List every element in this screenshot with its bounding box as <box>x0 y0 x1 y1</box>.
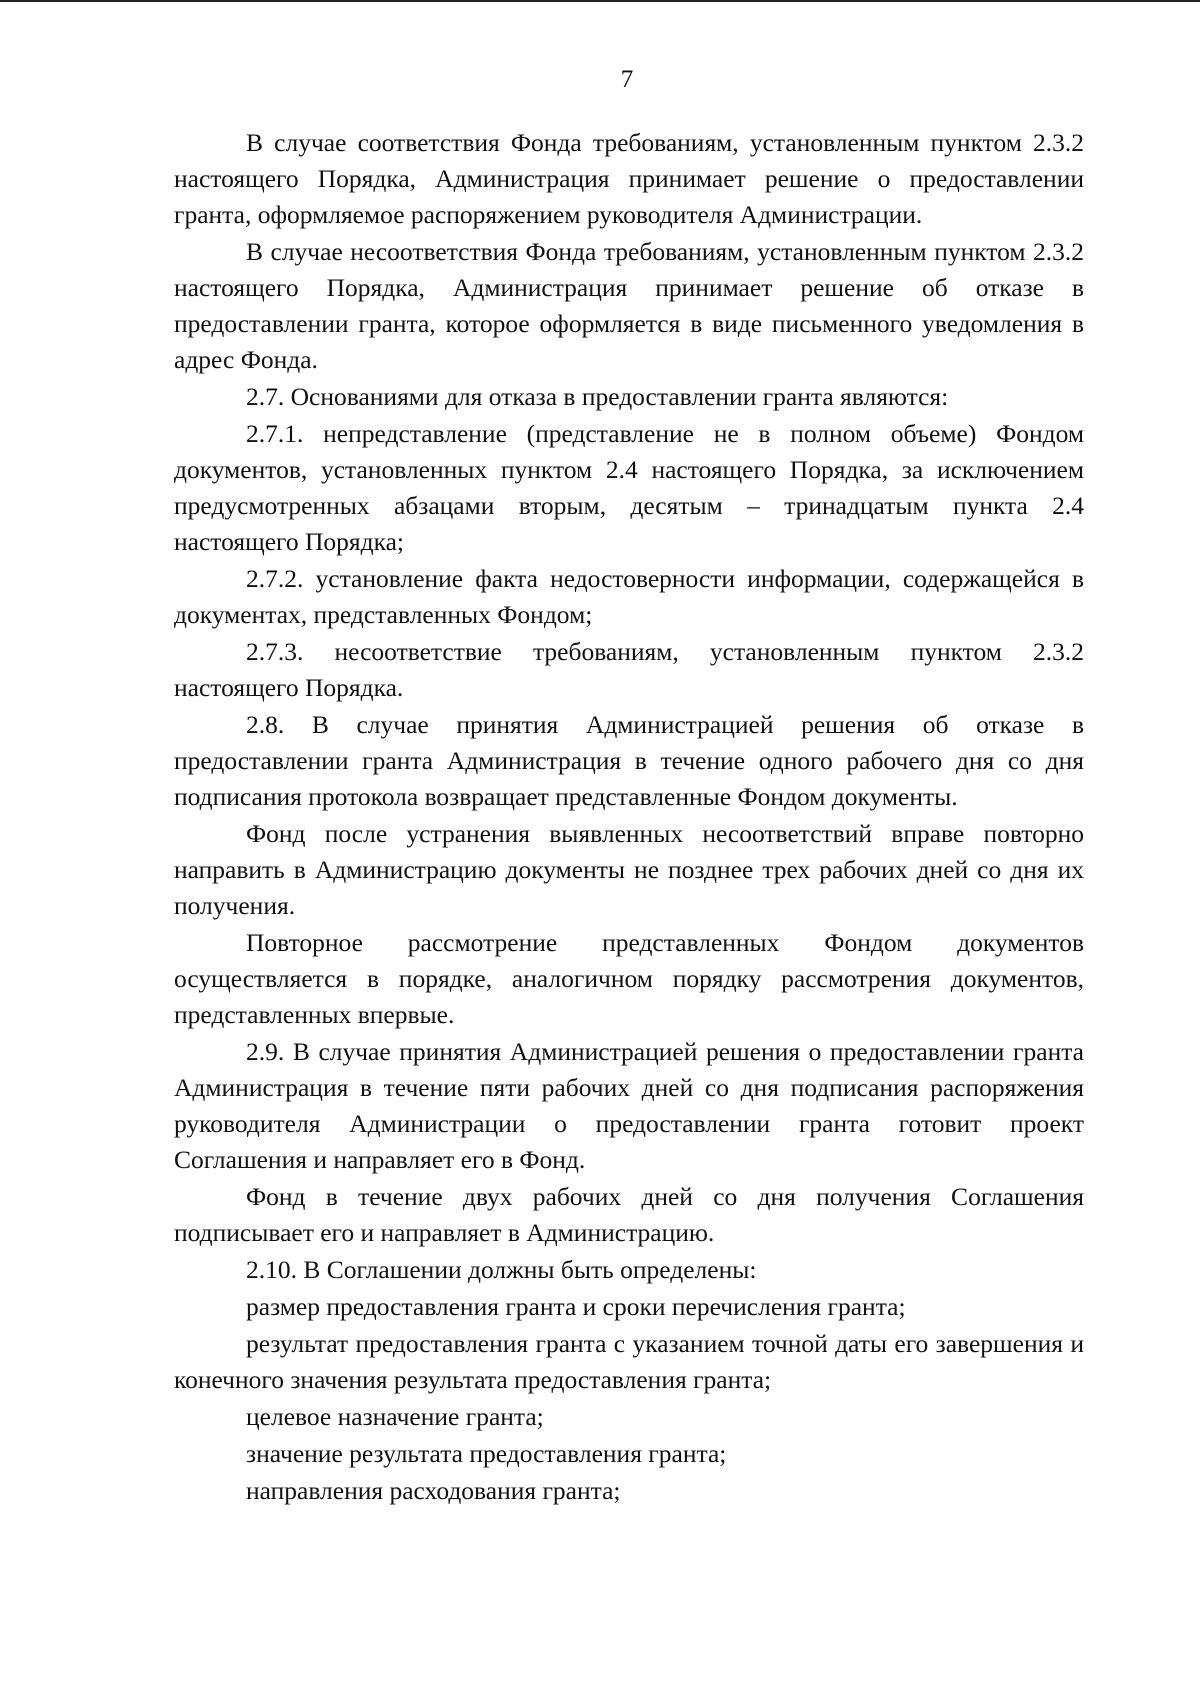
page-number: 7 <box>620 66 634 93</box>
paragraph-2-7-3: 2.7.3. несоответствие требованиям, установленным пунктом 2.3.2 настоящего Порядка. <box>174 637 1084 702</box>
paragraph-grant-refusal: В случае несоответствия Фонда требованиям, установленным пунктом 2.3.2 настоящего Порядка, Администрация принимает решение об отказе в предоставлении гранта, которое оформляется в виде письменного уведомления в адрес Фонда. <box>174 237 1084 374</box>
paragraph-2-7-2: 2.7.2. установление факта недостоверности информации, содержащейся в документах, представленных Фондом; <box>174 564 1084 629</box>
list-item-grant-purpose: целевое назначение гранта; <box>246 1402 544 1431</box>
paragraph-2-10-heading: 2.10. В Соглашении должны быть определены: <box>246 1255 757 1284</box>
paragraph-2-7-1: 2.7.1. непредставление (представление не в полном объеме) Фондом документов, установленных пунктом 2.4 настоящего Порядка, за исключением предусмотренных абзацами вторым, десятым – тринадцатым пункта 2.4 настоящего Порядка; <box>174 419 1084 556</box>
paragraph-grant-approval: В случае соответствия Фонда требованиям, установленным пунктом 2.3.2 настоящего Порядка, Администрация принимает решение о предоставлении гранта, оформляемое распоряжением руководителя Администрации. <box>174 128 1084 229</box>
list-item-grant-amount: размер предоставления гранта и сроки перечисления гранта; <box>246 1292 906 1321</box>
list-item-result-value: значение результата предоставления гранта; <box>246 1439 727 1468</box>
paragraph-2-7-heading: 2.7. Основаниями для отказа в предоставлении гранта являются: <box>246 382 949 411</box>
list-item-spending-directions: направления расходования гранта; <box>246 1476 621 1505</box>
paragraph-repeat-review: Повторное рассмотрение представленных Фондом документов осуществляется в порядке, аналогичном порядку рассмотрения документов, представленных впервые. <box>174 928 1084 1029</box>
paragraph-2-9: 2.9. В случае принятия Администрацией решения о предоставлении гранта Администрация в течение пяти рабочих дней со дня подписания распоряжения руководителя Администрации о предоставлении гранта готовит проект Соглашения и направляет его в Фонд. <box>174 1037 1084 1174</box>
paragraph-2-8: 2.8. В случае принятия Администрацией решения об отказе в предоставлении гранта Администрация в течение одного рабочего дня со дня подписания протокола возвращает представленные Фондом документы. <box>174 710 1084 811</box>
paragraph-resubmission: Фонд после устранения выявленных несоответствий вправе повторно направить в Администрацию документы не позднее трех рабочих дней со дня их получения. <box>174 819 1084 920</box>
document-body <box>174 124 1084 1509</box>
paragraph-agreement-signing: Фонд в течение двух рабочих дней со дня получения Соглашения подписывает его и направляет в Администрацию. <box>174 1182 1084 1247</box>
list-item-grant-result: результат предоставления гранта с указанием точной даты его завершения и конечного значения результата предоставления гранта; <box>174 1329 1084 1394</box>
